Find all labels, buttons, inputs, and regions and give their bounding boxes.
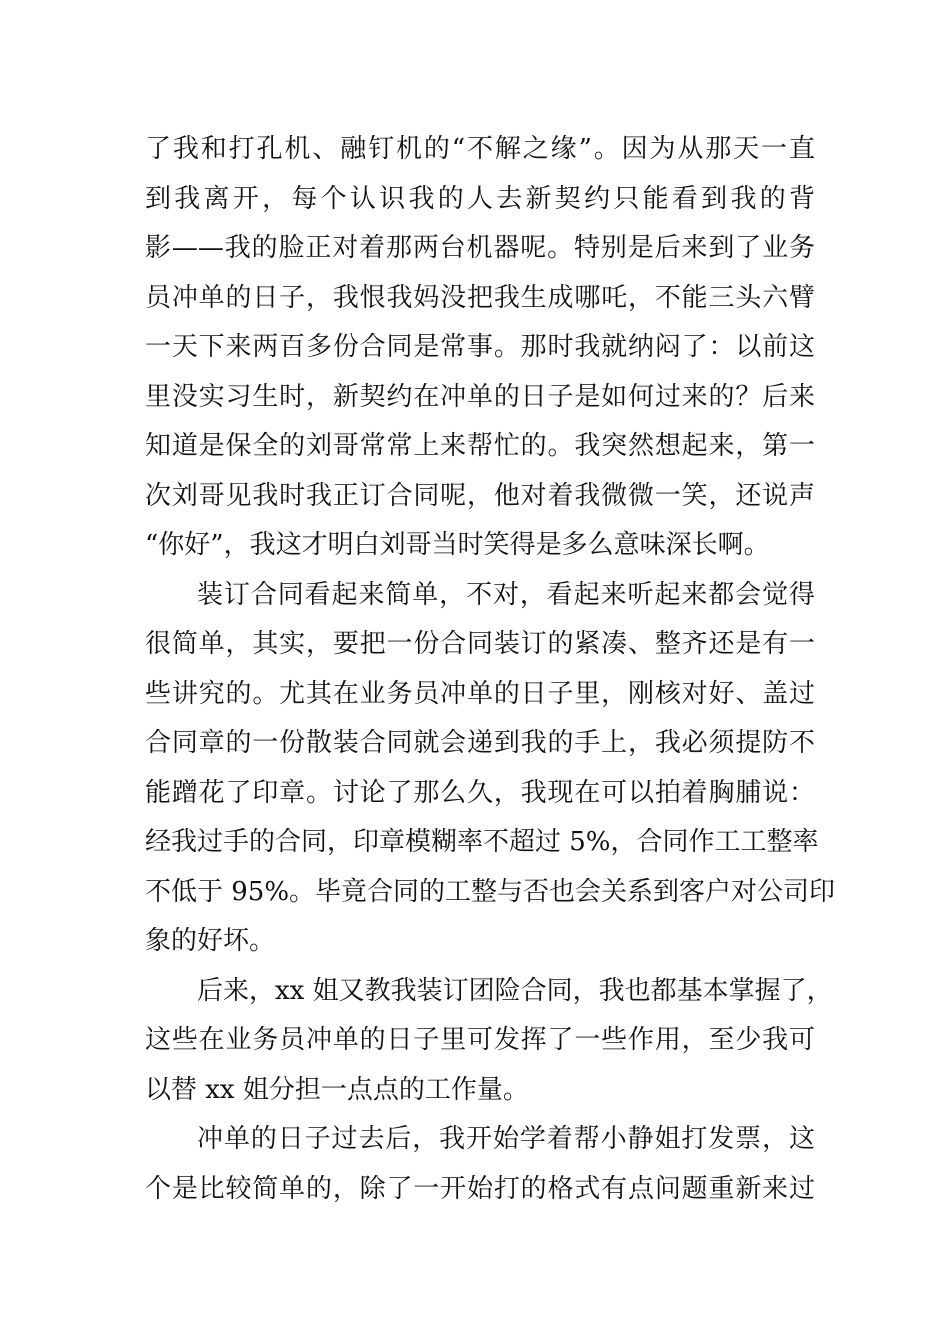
- paragraph-2: [145, 571, 836, 967]
- text-line: 些讲究的。尤其在业务员冲单的日子里，刚核对好、盖过: [145, 678, 815, 709]
- text-line: 能蹭花了印章。讨论了那么久，我现在可以拍着胸脯说：: [145, 777, 815, 808]
- text-line: 冲单的日子过去后，我开始学着帮小静姐打发票，这: [197, 1124, 815, 1154]
- text-line: 经我过手的合同，印章模糊率不超过 5%，合同作工工整率: [145, 827, 819, 857]
- paragraph-3: [145, 967, 833, 1116]
- text-line: 一天下来两百多份合同是常事。那时我就纳闷了：以前这: [145, 332, 815, 362]
- text-line: 这些在业务员冲单的日子里可发挥了一些作用，至少我可: [145, 1025, 815, 1055]
- document-body: [145, 125, 836, 1214]
- text-line: 知道是保全的刘哥常常上来帮忙的。我突然想起来，第一: [145, 431, 815, 461]
- text-line: 后来，xx 姐又教我装订团险合同，我也都基本掌握了，: [197, 975, 833, 1006]
- text-line: 到我离开，每个认识我的人去新契约只能看到我的背: [145, 183, 815, 214]
- paragraph-4: [145, 1115, 815, 1214]
- text-line: 装订合同看起来简单，不对，看起来听起来都会觉得: [197, 579, 815, 610]
- text-line: 了我和打孔机、融钉机的“不解之缘”。因为从那天一直: [145, 134, 815, 164]
- text-line: 个是比较简单的，除了一开始打的格式有点问题重新来过: [145, 1173, 815, 1204]
- text-line: “你好”，我这才明白刘哥当时笑得是多么意味深长啊。: [145, 530, 770, 560]
- text-line: 次刘哥见我时我正订合同呢，他对着我微微一笑，还说声: [145, 480, 815, 511]
- text-line: 影——我的脸正对着那两台机器呢。特别是后来到了业务: [145, 233, 815, 263]
- text-line: 员冲单的日子，我恨我妈没把我生成哪吒，不能三头六臂: [145, 282, 815, 313]
- paragraph-1: [145, 125, 815, 571]
- text-line: 以替 xx 姐分担一点点的工作量。: [145, 1074, 529, 1105]
- text-line: 很简单，其实，要把一份合同装订的紧凑、整齐还是有一: [145, 629, 815, 659]
- text-line: 不低于 95%。毕竟合同的工整与否也会关系到客户对公司印: [145, 876, 836, 907]
- text-line: 里没实习生时，新契约在冲单的日子是如何过来的？后来: [145, 381, 815, 412]
- text-line: 合同章的一份散装合同就会递到我的手上，我必须提防不: [145, 728, 815, 758]
- text-line: 象的好坏。: [145, 926, 276, 956]
